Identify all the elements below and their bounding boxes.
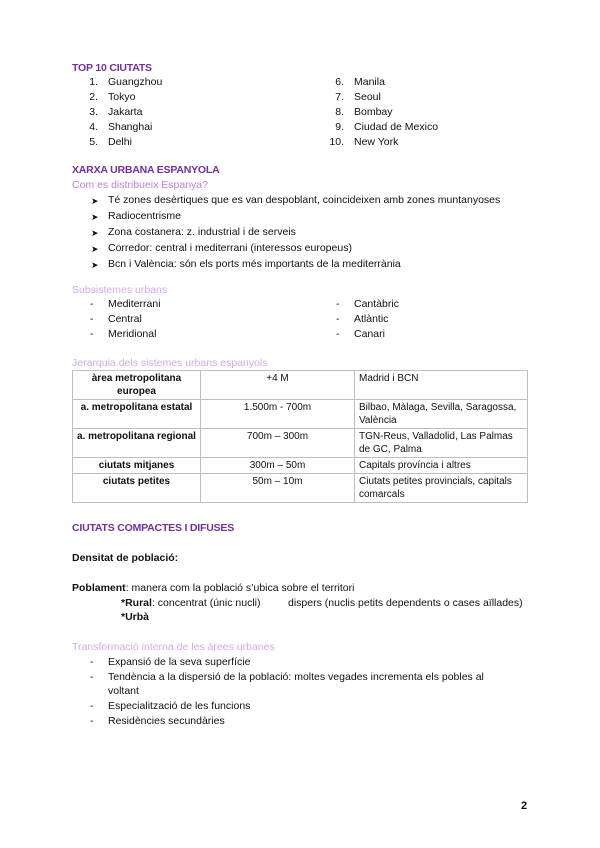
list-item: Tokyo	[108, 91, 136, 103]
list-item: Manila	[354, 76, 385, 88]
subsistemes-heading: Subsistemes urbans	[72, 284, 168, 296]
arrow-bullet-icon: ➤	[91, 260, 99, 270]
jerarquia-heading: Jerarquia dels sistemes urbans espanyols	[72, 357, 268, 369]
table-cell: 700m – 300m	[201, 429, 355, 458]
jerarquia-table	[72, 370, 528, 503]
list-item: Residències secundàries	[108, 715, 225, 727]
list-number: 7.	[335, 91, 344, 103]
list-number: 2.	[89, 91, 98, 103]
urba-label: *Urbà	[121, 611, 150, 623]
list-item: Central	[108, 313, 142, 325]
table-cell: Ciutats petites provincials, capitals comarcals	[355, 474, 528, 503]
list-item: Canari	[354, 328, 385, 340]
list-item: Guangzhou	[108, 76, 163, 88]
list-item: Radiocentrisme	[108, 210, 181, 222]
list-item: Zona costanera: z. industrial i de serveis	[108, 226, 296, 238]
table-cell: 50m – 10m	[201, 474, 355, 503]
table-cell: àrea metropolitana europea	[73, 371, 201, 400]
table-cell: a. metropolitana regional	[73, 429, 201, 458]
arrow-bullet-icon: ➤	[91, 244, 99, 254]
arrow-bullet-icon: ➤	[91, 196, 99, 206]
dispers-text: dispers (nuclis petits dependents o cases aïllades)	[288, 597, 523, 609]
table-row	[73, 474, 528, 503]
list-item: Meridional	[108, 328, 157, 340]
arrow-bullet-icon: ➤	[91, 228, 99, 238]
dash-bullet: -	[90, 313, 94, 325]
list-number: 3.	[89, 106, 98, 118]
list-item: Corredor: central i mediterrani (interessos europeus)	[108, 242, 352, 254]
dash-bullet: -	[90, 715, 94, 727]
list-item: Bcn i València: són els ports més importants de la mediterrània	[108, 258, 401, 270]
list-item: Seoul	[354, 91, 381, 103]
table-row	[73, 429, 528, 458]
list-number: 5.	[89, 136, 98, 148]
dash-bullet: -	[336, 328, 340, 340]
dash-bullet: -	[90, 700, 94, 712]
table-row	[73, 400, 528, 429]
page-number: 2	[521, 800, 528, 812]
dash-bullet: -	[90, 328, 94, 340]
list-item: Atlàntic	[354, 313, 389, 325]
dash-bullet: -	[336, 298, 340, 310]
list-number: 1.	[89, 76, 98, 88]
table-row	[73, 458, 528, 474]
list-number: 8.	[335, 106, 344, 118]
top10-heading: TOP 10 CIUTATS	[72, 62, 152, 74]
list-item: New York	[354, 136, 399, 148]
list-item: Delhi	[108, 136, 132, 148]
densitat-label: Densitat de població:	[72, 552, 179, 564]
xarxa-subtitle: Com es distribueix Espanya?	[72, 179, 208, 191]
table-row	[73, 371, 528, 400]
poblament-text: : manera com la població s’ubica sobre el territori	[125, 582, 355, 594]
table-cell: ciutats mitjanes	[73, 458, 201, 474]
list-item: Té zones desèrtiques que es van despoblant, coincideixen amb zones muntanyoses	[108, 194, 501, 206]
table-cell: Bilbao, Màlaga, Sevilla, Saragossa, València	[355, 400, 528, 429]
dash-bullet: -	[90, 671, 94, 683]
list-number: 4.	[89, 121, 98, 133]
arrow-bullet-icon: ➤	[91, 212, 99, 222]
table-cell: TGN-Reus, Valladolid, Las Palmas de GC, Palma	[355, 429, 528, 458]
list-item: Tendència a la dispersió de la població: moltes vegades incrementa els pobles al	[108, 671, 484, 683]
table-cell: Capitals província i altres	[355, 458, 528, 474]
table-cell: +4 M	[201, 371, 355, 400]
list-item: Jakarta	[108, 106, 143, 118]
list-item: Expansió de la seva superfície	[108, 656, 251, 668]
table-cell: a. metropolitana estatal	[73, 400, 201, 429]
dash-bullet: -	[336, 313, 340, 325]
poblament-label: Poblament	[72, 582, 126, 594]
list-item: Bombay	[354, 106, 393, 118]
rural-label: *Rural	[121, 597, 152, 609]
list-item: Cantàbric	[354, 298, 399, 310]
transformacio-heading: Transformació interna de les àrees urbanes	[72, 641, 275, 653]
table-cell: ciutats petites	[73, 474, 201, 503]
list-item: Shanghai	[108, 121, 153, 133]
list-item-continuation: voltant	[108, 685, 139, 697]
dash-bullet: -	[90, 298, 94, 310]
xarxa-heading: XARXA URBANA ESPANYOLA	[72, 164, 220, 176]
table-cell: 300m – 50m	[201, 458, 355, 474]
list-number: 9.	[335, 121, 344, 133]
list-item: Ciudad de Mexico	[354, 121, 439, 133]
list-item: Mediterrani	[108, 298, 161, 310]
table-cell: Madrid i BCN	[355, 371, 528, 400]
dash-bullet: -	[90, 656, 94, 668]
poblament-line	[72, 582, 354, 594]
rural-line	[121, 597, 261, 609]
list-item: Especialització de les funcions	[108, 700, 251, 712]
rural-text: : concentrat (únic nucli)	[151, 597, 261, 609]
list-number: 6.	[335, 76, 344, 88]
table-cell: 1.500m - 700m	[201, 400, 355, 429]
compactes-heading: CIUTATS COMPACTES I DIFUSES	[72, 522, 235, 534]
list-number: 10.	[329, 136, 344, 148]
